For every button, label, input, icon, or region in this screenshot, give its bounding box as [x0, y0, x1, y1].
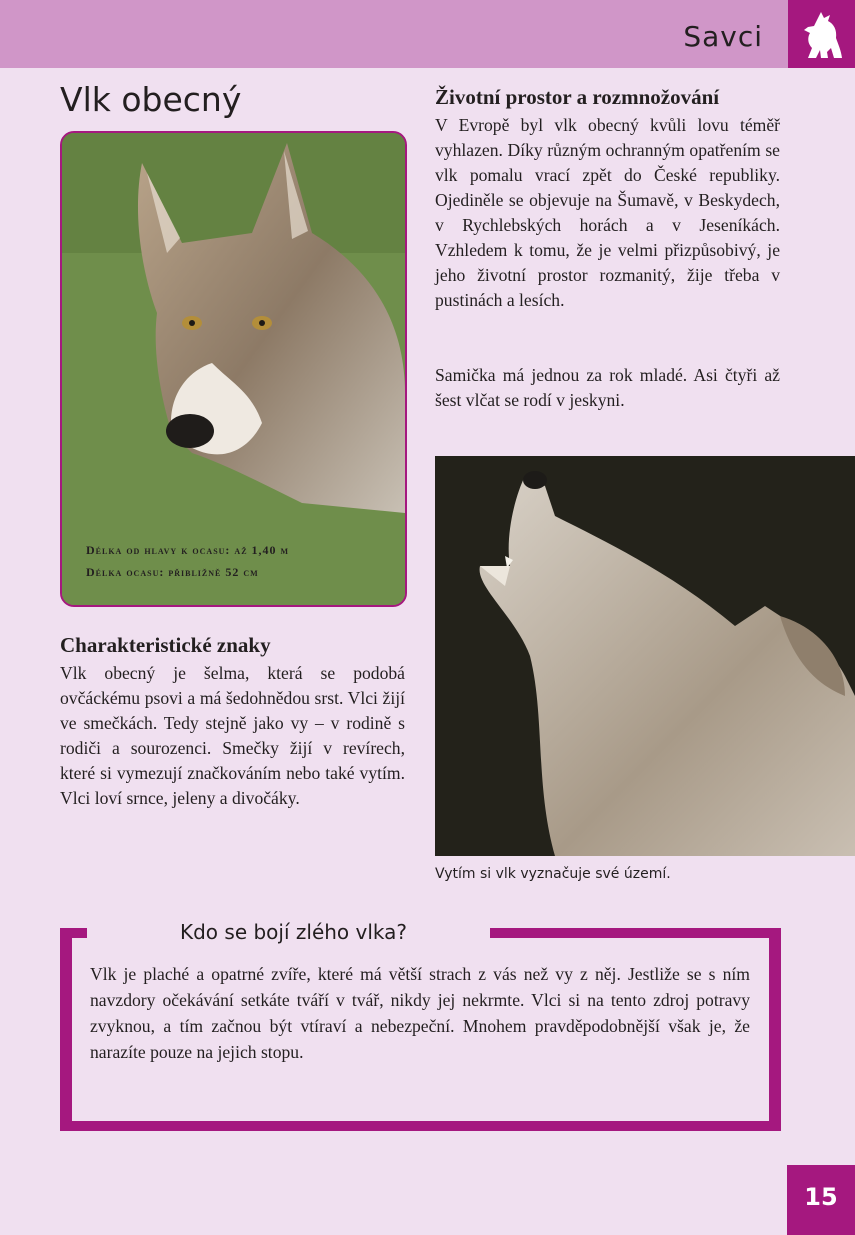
section-icon-box	[788, 0, 855, 68]
stat-body-length: Délka od hlavy k ocasu: až 1,40 m	[86, 543, 290, 557]
howling-wolf-icon	[794, 8, 848, 62]
stat-tail-length: Délka ocasu: přibližně 52 cm	[86, 565, 259, 579]
page-title: Vlk obecný	[60, 80, 242, 119]
page-number-box	[787, 1165, 855, 1235]
howling-wolf-illustration	[435, 456, 855, 856]
wolf-portrait-illustration	[62, 133, 405, 605]
wolf-portrait-photo	[60, 131, 407, 607]
section-label: Savci	[683, 20, 763, 53]
traits-paragraph: Vlk obecný je šelma, která se podobá ovčáckému psovi a má šedohnědou srst. Vlci žijí ve smečkách. Tedy stejně jako vy – v rodině s rodiči a sourozenci. Smečky žijí v revírech, které si vymezují značkováním nebo také vytím. Vlci loví srnce, jeleny a divočáky.	[60, 663, 405, 808]
info-box-text: Vlk je plaché a opatrné zvíře, které má větší strach z vás než vy z něj. Jestliže se s ním navzdory očekávání setkáte tváří v tvář, nikdy jej nekrmte. Vlci si na tento zdroj potravy zvyknou, a tím začnou být vtíraví a nebezpeční. Mnohem pravděpodobnější však je, že narazíte pouze na jejich stopu.	[90, 964, 750, 1062]
header-bar	[0, 0, 788, 68]
page-number: 15	[804, 1183, 838, 1211]
habitat-heading: Životní prostor a rozmnožování	[435, 85, 720, 109]
habitat-paragraph-2: Samička má jednou za rok mladé. Asi čtyři až šest vlčat se rodí v jeskyni.	[435, 365, 780, 410]
photo-caption: Vytím si vlk vyznačuje své území.	[435, 866, 671, 882]
info-box-title: Kdo se bojí zlého vlka?	[180, 920, 408, 944]
wolf-size-stats	[86, 539, 289, 583]
howling-wolf-photo	[435, 456, 855, 856]
habitat-paragraph-1: V Evropě byl vlk obecný kvůli lovu téměř vyhlazen. Díky různým ochranným opatřením se vlk pomalu vrací zpět do České republiky. Ojediněle se objevuje na Šumavě, v Beskydech, v Rychlebských horách a v Jeseníkách. Vzhledem k tomu, že je velmi přizpůsobivý, je jeho životní prostor rozmanitý, žije třeba v pustinách a lesích.	[435, 115, 780, 310]
traits-heading: Charakteristické znaky	[60, 633, 271, 657]
